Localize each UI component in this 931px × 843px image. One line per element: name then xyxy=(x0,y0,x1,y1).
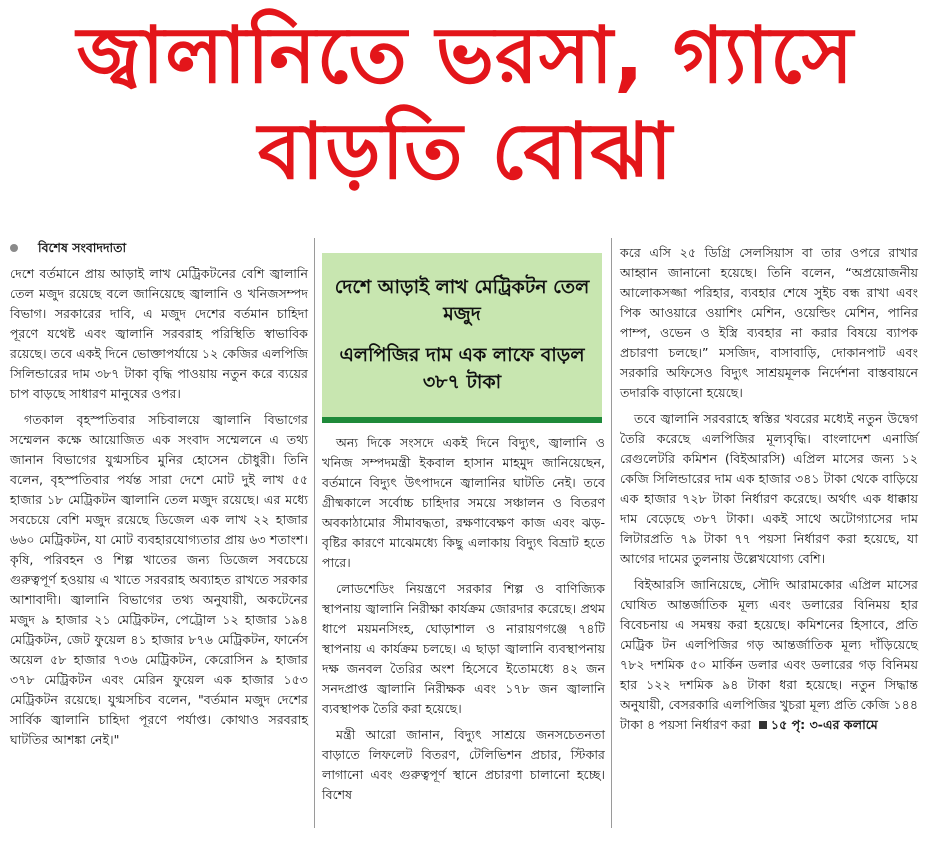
continuation-square-icon xyxy=(759,721,767,729)
highlight-box xyxy=(322,253,602,423)
article-paragraph: করে এসি ২৫ ডিগ্রি সেলসিয়াস বা তার ওপরে রাখার আহ্বান জানানো হয়েছে। তিনি বলেন, “অপ্রয়োজনীয় আলোকসজ্জা পরিহার, ব্যবহার শেষে সুইচ বন্ধ রাখা এবং পিক আওয়ারে ওয়াশিং মেশিন, ওয়েল্ডিং মেশিন, পানির পাম্প, ওভেন ও ইস্ত্রি ব্যবহার না করার বিষয়ে ব্যাপক প্রচারণা চলছে।” মসজিদ, বাসাবাড়ি, দোকানপাট এবং সরকারি অফিসেও বিদ্যুৎ সাশ্রয়মূলক নির্দেশনা বাস্তবায়নে তদারকি বাড়ানো হয়েছে। xyxy=(620,245,918,400)
article-paragraph xyxy=(620,575,918,735)
article-paragraph: তবে জ্বালানি সরবরাহে স্বস্তির খবরের মধ্যেই নতুন উদ্বেগ তৈরি করেছে এলপিজির মূল্যবৃদ্ধি। বাংলাদেশ এনার্জি রেগুলেটরি কমিশন (বিইআরসি) এপ্রিল মাসের জন্য ১২ কেজি সিলিন্ডারের দাম এক হাজার ৩৪১ টাকা থেকে বাড়িয়ে এক হাজার ৭২৮ টাকা নির্ধারণ করেছে। অর্থাৎ এক ধাক্কায় দাম বেড়েছে ৩৮৭ টাকা। একই সাথে অটোগ্যাসের দাম লিটারপ্রতি ৭৯ টাকা ৭৭ পয়সা নির্ধারণ করা হয়েছে, যা আগের দামের তুলনায় উল্লেখযোগ্য বেশি। xyxy=(620,411,918,566)
column-divider-left xyxy=(314,238,315,828)
article-paragraph: লোডশেডিং নিয়ন্ত্রণে সরকার শিল্প ও বাণিজ্যিক স্থাপনায় জ্বালানি নিরীক্ষা কার্যক্রম জোরদার করেছে। প্রথম ধাপে ময়মনসিংহ, ঘোড়াশাল ও নারায়ণগঞ্জে ৭৪টি স্থাপনায় এ কার্যক্রম চলছে। এ ছাড়া জ্বালানি ব্যবস্থাপনায় দক্ষ জনবল তৈরির অংশ হিসেবে ইতোমধ্যে ৪২ জন সনদপ্রাপ্ত জ্বালানি নিরীক্ষক এবং ১৭৮ জন জ্বালানি ব্যবস্থাপক তৈরি করা হয়েছে। xyxy=(322,581,605,716)
column-divider-right xyxy=(611,238,612,828)
article-paragraph: অন্য দিকে সংসদে একই দিনে বিদ্যুৎ, জ্বালানি ও খনিজ সম্পদমন্ত্রী ইকবাল হাসান মাহমুদ জানিয়েছেন, বর্তমানে বিদ্যুৎ উৎপাদনে জ্বালানির ঘাটতি নেই। তবে গ্রীষ্মকালে সর্বোচ্চ চাহিদার সময়ে সঞ্চালন ও বিতরণ অবকাঠামোর সীমাবদ্ধতা, রক্ষণাবেক্ষণ কাজ এবং ঝড়-বৃষ্টির কারণে মাঝেমধ্যে কিছু এলাকায় বিদ্যুৎ বিভ্রাট হতে পারে। xyxy=(322,435,605,570)
byline xyxy=(10,238,308,258)
byline-text: বিশেষ সংবাদদাতা xyxy=(38,240,127,255)
article-paragraph: দেশে বর্তমানে প্রায় আড়াই লাখ মেট্রিকটনের বেশি জ্বালানি তেল মজুদ রয়েছে বলে জানিয়েছে জ্বালানি ও খনিজসম্পদ বিভাগ। সরকারের দাবি, এ মজুদ দেশের বর্তমান চাহিদা পূরণে যথেষ্ট এবং জ্বালানি সরবরাহ পরিস্থিতি স্বাভাবিক রয়েছে। তবে একই দিনে ভোক্তাপর্যায়ে ১২ কেজির এলপিজি সিলিন্ডারের দাম ৩৮৭ টাকা বৃদ্ধি পাওয়ায় নতুন করে ব্যয়ের চাপ বাড়ছে সাধারণ মানুষের ওপর। xyxy=(10,266,308,401)
byline-bullet-icon xyxy=(10,244,18,252)
article-column-1 xyxy=(10,238,308,756)
headline-line-1: জ্বালানিতে ভরসা, গ্যাসে xyxy=(76,11,855,101)
article-paragraph: মন্ত্রী আরো জানান, বিদ্যুৎ সাশ্রয়ে জনসচেতনতা বাড়াতে লিফলেট বিতরণ, টেলিভিশন প্রচার, স্টিকার লাগানো এবং গুরুত্বপূর্ণ স্থানে প্রচারণা চালানো হচ্ছে। বিশেষ xyxy=(322,727,605,802)
continuation-text: ১৫ পৃ: ৩-এর কলামে xyxy=(770,717,878,732)
headline-line-2: বাড়তি বোঝা xyxy=(257,107,674,197)
article-paragraph: গতকাল বৃহস্পতিবার সচিবালয়ে জ্বালানি বিভাগের সম্মেলন কক্ষে আয়োজিত এক সংবাদ সম্মেলনে এ তথ্য জানান বিভাগের যুগ্মসচিব মুনির হোসেন চৌধুরী। তিনি বলেন, বৃহস্পতিবার পর্যন্ত সারা দেশে মোট দুই লাখ ৫৫ হাজার ১৮ মেট্রিকটন জ্বালানি তেল মজুদ রয়েছে। এর মধ্যে সবচেয়ে বেশি মজুদ রয়েছে ডিজেল এক লাখ ২২ হাজার ৬৬০ মেট্রিকটন, যা মোট ব্যবহারযোগ্যতার প্রায় ৬৩ শতাংশ। কৃষি, পরিবহন ও শিল্প খাতের জন্য ডিজেল সবচেয়ে গুরুত্বপূর্ণ হওয়ায় এ খাতে সরবরাহ অব্যাহত রাখতে সরকার আশাবাদী। জ্বালানি বিভাগের তথ্য অনুযায়ী, অকটেনের মজুদ ৯ হাজার ২১ মেট্রিকটন, পেট্রোল ১২ হাজার ১৯৪ মেট্রিকটন, জেট ফুয়েল ৪১ হাজার ৮৭৬ মেট্রিকটন, ফার্নেস অয়েল ৫৮ হাজার ৭৩৬ মেট্রিকটন, কেরোসিন ৯ হাজার ৩৭৮ মেট্রিকটন এবং মেরিন ফুয়েল এক হাজার ১৫৩ মেট্রিকটন রয়েছে। যুগ্মসচিব বলেন, "বর্তমান মজুদ দেশের সার্বিক জ্বালানি চাহিদা পূরণে পর্যাপ্ত। কোথাও সরবরাহ ঘাটতির আশঙ্কা নেই।" xyxy=(10,412,308,747)
headline xyxy=(0,8,931,200)
article-paragraph-text: বিইআরসি জানিয়েছে, সৌদি আরামকোর এপ্রিল মাসের ঘোষিত আন্তর্জাতিক মূল্য এবং ডলারের বিনিময় হার বিবেচনায় এ সমন্বয় করা হয়েছে। কমিশনের হিসাবে, প্রতি মেট্রিক টন এলপিজির গড় আন্তর্জাতিক মূল্য দাঁড়িয়েছে ৭৮২ দশমিক ৫০ মার্কিন ডলার এবং ডলারের গড় বিনিময় হার ১২২ দশমিক ৯৪ টাকা ধরা হয়েছে। নতুন সিদ্ধান্ত অনুযায়ী, বেসরকারি এলপিজির খুচরা মূল্য প্রতি কেজি ১৪৪ টাকা ৪ পয়সা নির্ধারণ করা xyxy=(620,577,918,732)
highlight-line-2: এলপিজির দাম এক লাফে বাড়ল ৩৮৭ টাকা xyxy=(339,344,585,393)
highlight-line-1: দেশে আড়াই লাখ মেট্রিকটন তেল মজুদ xyxy=(334,276,590,325)
continuation-note[interactable] xyxy=(755,717,878,732)
article-column-3 xyxy=(620,243,918,741)
article-column-2 xyxy=(322,433,605,811)
